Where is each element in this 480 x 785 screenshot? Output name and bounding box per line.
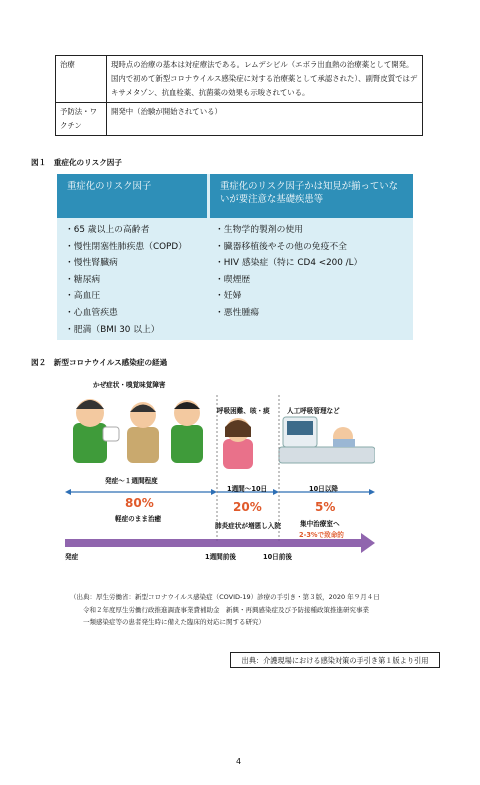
- ventilator-icon: [279, 417, 375, 463]
- table-row: [56, 103, 423, 136]
- phase1-note: 軽症のまま治癒: [115, 515, 162, 523]
- phase1-percent: 80%: [125, 496, 154, 510]
- page-number: 4: [236, 757, 242, 766]
- risk-list-right: [215, 222, 362, 322]
- symptom-cold-label: かぜ症状・嗅覚味覚障害: [93, 381, 166, 389]
- risk-header-right: 重症化のリスク因子かは知見が揃っていないが要注意な基礎疾患等: [210, 174, 413, 218]
- list-item: ・肥満（BMI 30 以上）: [65, 324, 160, 335]
- figure2-caption: 図２ 新型コロナウイルス感染症の経過: [31, 358, 168, 367]
- list-item: ・喫煙歴: [215, 274, 251, 285]
- axis-onset: 発症: [65, 553, 79, 561]
- risk-header-left: 重症化のリスク因子: [57, 174, 207, 218]
- row-label-prevention: 予防法・ワクチン: [56, 103, 107, 136]
- symptom-breath-label: 呼吸困難、咳・痰: [217, 407, 270, 415]
- list-item: ・悪性腫瘍: [215, 307, 259, 318]
- list-item: ・慢性閉塞性肺疾患（COPD）: [65, 241, 187, 252]
- row-text-prevention: 開発中（治験が開始されている）: [107, 103, 423, 136]
- sick-person-icon: [127, 402, 159, 463]
- symptom-vent-label: 人工呼吸管理など: [287, 407, 340, 415]
- fatality-note: 2-3%で致命的: [299, 531, 344, 539]
- figure1-caption: 図１ 重症化のリスク因子: [31, 158, 122, 167]
- list-item: ・心血管疾患: [65, 307, 118, 318]
- sick-person-icon: [171, 400, 203, 463]
- list-item: ・高血圧: [65, 291, 101, 302]
- list-item: ・臓器移植後やその他の免疫不全: [215, 241, 347, 252]
- list-item: ・HIV 感染症（特に CD4 <200 /L）: [215, 258, 363, 269]
- phase1-label: 発症～１週間程度: [105, 477, 158, 485]
- risk-list-left: [65, 222, 187, 338]
- phase3-note: 集中治療室へ: [300, 520, 340, 528]
- table-row: [56, 56, 423, 103]
- source-note: （出典：厚生労働省：新型コロナウイルス感染症（COVID-19）診療の手引き・第３版，2020 年９月４日 令和２年度厚生労働行政推進調査事業費補助金 新興・再興感染症及び予防接種政策推進研究事業 一類感染症等の患者発生時に備えた臨床的対応に関する研究）: [70, 593, 380, 626]
- phase3-label: 10日以降: [309, 485, 338, 493]
- phase2-percent: 20%: [233, 500, 262, 514]
- list-item: ・慢性腎臓病: [65, 258, 118, 269]
- sick-person-icon: [73, 399, 119, 463]
- axis-1-week: 1週間前後: [205, 553, 236, 561]
- phase3-percent: 5%: [315, 500, 336, 514]
- row-text-treatment: 現時点の治療の基本は対症療法である。レムデシビル（エボラ出血熱の治療薬として開発。国内で初めて新型コロナウイルス感染症に対する治療薬として承認された）、副腎皮質ではデキサメタゾン、抗血栓薬、抗菌薬の効果も示唆されている。: [107, 56, 423, 103]
- disease-course-infographic: [65, 375, 375, 565]
- risk-factor-panel: [57, 174, 413, 340]
- list-item: ・糖尿病: [65, 274, 101, 285]
- coughing-person-icon: [223, 418, 253, 469]
- axis-10-days: 10日前後: [263, 553, 292, 561]
- phase2-note: 肺炎症状が増悪し入院: [215, 522, 281, 530]
- row-label-treatment: 治療: [56, 56, 107, 103]
- phase2-label: 1週間～10日: [227, 485, 268, 493]
- list-item: ・65 歳以上の高齢者: [65, 225, 150, 235]
- citation-box: 出典：介護現場における感染対策の手引き第１版より引用: [230, 652, 440, 668]
- treatment-table: [55, 55, 423, 136]
- list-item: ・生物学的製剤の使用: [215, 225, 303, 235]
- list-item: ・妊婦: [215, 291, 242, 302]
